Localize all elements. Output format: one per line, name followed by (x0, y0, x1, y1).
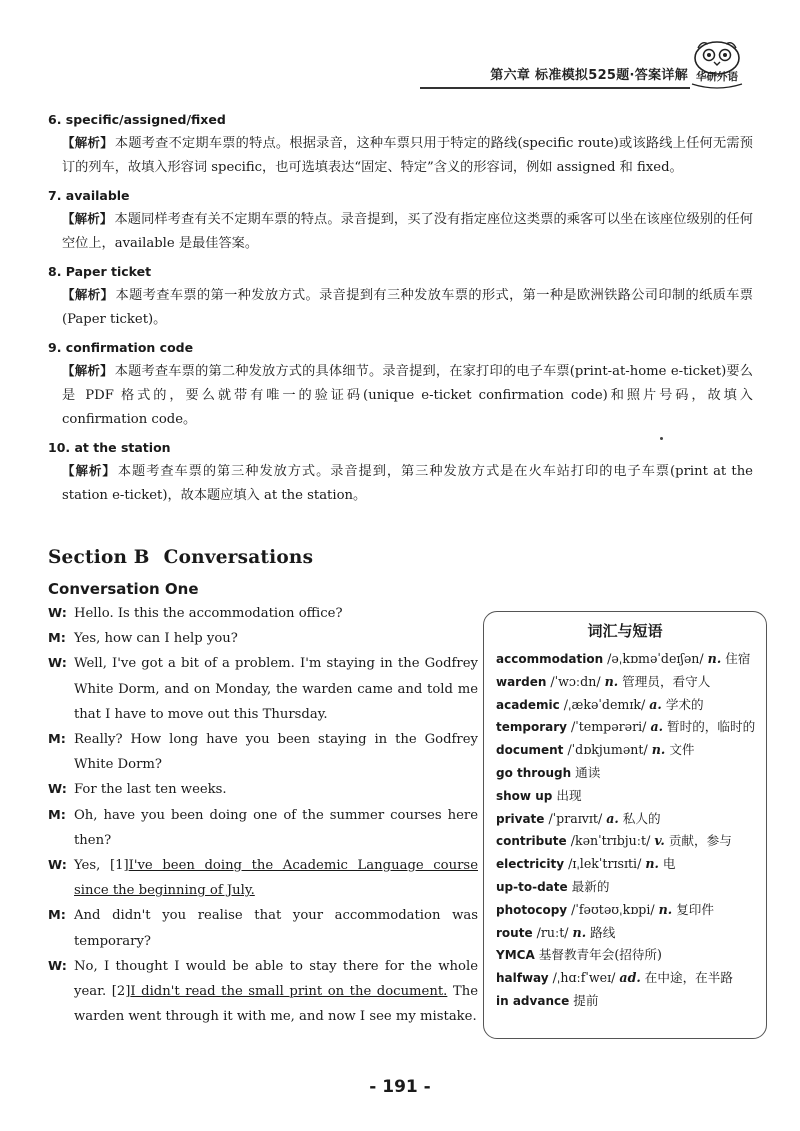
vocab-pos: n. (645, 856, 659, 872)
vocab-pos: n. (572, 924, 587, 940)
answer-item (48, 262, 753, 332)
answer-item (48, 438, 753, 508)
dialogue-turn (48, 601, 478, 626)
dialogue-turn (48, 651, 478, 727)
speaker-label: W: (48, 858, 67, 874)
vocab-meaning: 文件 (669, 742, 695, 758)
analysis-text: 本题考查车票的第一种发放方式。录音提到有三种发放车票的形式，第一种是欧洲铁路公司印制的纸质车票(Paper ticket)。 (62, 288, 753, 327)
vocab-pos: v. (654, 833, 665, 849)
running-header (420, 58, 692, 88)
speaker-label: W: (48, 606, 67, 621)
conversation-title: Conversation One (48, 580, 199, 598)
vocabulary-entry (496, 967, 762, 990)
vocabulary-entry (496, 830, 762, 853)
utterance (74, 626, 478, 651)
utterance-text: Really? How long have you been staying in the Godfrey White Dorm? (74, 732, 478, 773)
answer-analysis (62, 459, 753, 508)
vocab-pos: a. (606, 810, 619, 826)
dialogue-transcript (48, 601, 478, 1029)
vocab-phonetic: /ruːt/ (536, 924, 569, 940)
utterance-text: Yes, (74, 858, 110, 874)
dialogue-turn (48, 903, 478, 953)
vocab-word: academic (496, 697, 560, 712)
utterance (74, 903, 478, 953)
utterance (74, 651, 478, 727)
publisher-logo (686, 38, 748, 94)
answer-item (48, 338, 753, 432)
analysis-tag: 【解析】 (62, 287, 114, 302)
vocabulary-entry (496, 922, 762, 945)
analysis-text: 本题考查车票的第三种发放方式。录音提到，第三种发放方式是在火车站打印的电子车票(print at the station e-ticket)，故本题应填入 at the station。 (62, 464, 753, 503)
dialogue-turn (48, 727, 478, 777)
header-rule (420, 87, 690, 89)
answer-analysis (62, 207, 753, 256)
section-title: Conversations (163, 547, 314, 568)
vocab-phonetic: /ˈpraɪvɪt/ (548, 810, 603, 826)
vocabulary-entry (496, 785, 762, 808)
vocab-word: route (496, 925, 533, 940)
vocab-meaning: 通读 (575, 764, 601, 780)
utterance-text: Well, I've got a bit of a problem. I'm staying in the Godfrey White Dorm, and on Monday, the warden came and told me that I have to move out this Thursday. (74, 656, 478, 722)
vocab-phonetic: /ˌækəˈdemɪk/ (563, 696, 646, 712)
vocabulary-entry (496, 739, 762, 762)
vocabulary-entry (496, 899, 762, 922)
vocabulary-entry (496, 648, 762, 671)
vocab-word: document (496, 743, 564, 758)
vocab-word: go through (496, 765, 572, 780)
speaker-label: M: (48, 631, 66, 647)
speaker-label: M: (48, 732, 66, 748)
vocab-word: halfway (496, 971, 549, 986)
utterance (74, 727, 478, 777)
answer-explanations (48, 110, 753, 514)
print-speck (660, 437, 663, 440)
vocab-phonetic: /ˈtempərəri/ (570, 719, 647, 735)
vocab-word: show up (496, 788, 553, 803)
speaker-label: W: (48, 958, 67, 974)
utterance (74, 954, 478, 1030)
answer-marker: [2] (111, 984, 131, 1000)
vocab-pos: n. (651, 742, 666, 758)
vocab-pos: a. (649, 696, 662, 712)
vocab-word: electricity (496, 857, 565, 872)
underlined-answer: I've been doing the Academic Language course since the beginning of July. (74, 858, 478, 899)
vocab-phonetic: /ɪˌlekˈtrɪsɪti/ (568, 856, 642, 872)
vocab-phonetic: /ˌhɑːfˈweɪ/ (552, 970, 616, 986)
vocab-phonetic: /ˈfəʊtəʊˌkɒpi/ (571, 901, 655, 917)
section-label: Section B (48, 547, 150, 568)
vocab-word: accommodation (496, 652, 604, 666)
answer-marker: [1] (109, 858, 129, 874)
analysis-tag: 【解析】 (62, 463, 116, 478)
vocab-meaning: 路线 (590, 924, 616, 940)
vocab-meaning: 在中途，在半路 (644, 970, 733, 986)
vocabulary-entry (496, 671, 762, 694)
vocab-word: photocopy (496, 902, 568, 917)
answer-heading: 9. confirmation code (48, 340, 194, 355)
vocab-pos: n. (604, 673, 619, 689)
vocab-word: contribute (496, 834, 567, 849)
answer-heading: 10. at the station (48, 440, 171, 455)
vocabulary-entry (496, 716, 762, 739)
dialogue-turn (48, 853, 478, 903)
utterance-text: No, I thought I would be able to stay there for the whole year. (74, 958, 478, 1000)
answer-heading: 7. available (48, 188, 130, 203)
vocab-phonetic: /əˌkɒməˈdeɪʃən/ (607, 651, 704, 666)
utterance-text: And didn't you realise that your accommodation was temporary? (74, 908, 478, 949)
analysis-tag: 【解析】 (62, 363, 113, 378)
vocab-pos: n. (658, 901, 673, 917)
vocabulary-entry (496, 876, 762, 899)
vocab-meaning: 出现 (556, 787, 582, 803)
owl-logo-icon (686, 38, 748, 94)
utterance-text: Yes, how can I help you? (74, 631, 238, 647)
vocabulary-entry (496, 853, 762, 876)
vocab-meaning: 贡献，参与 (668, 833, 732, 849)
underlined-answer: I didn't read the small print on the document. (130, 984, 448, 1000)
vocab-phonetic: /ˈwɔːdn/ (550, 673, 601, 689)
speaker-label: M: (48, 807, 66, 823)
dialogue-turn (48, 777, 478, 802)
page-number: - 191 - (369, 1077, 431, 1097)
utterance-text: Oh, have you been doing one of the summer courses here then? (74, 807, 478, 848)
vocab-pos: n. (707, 651, 722, 666)
utterance (74, 803, 478, 853)
vocab-meaning: 电 (662, 856, 676, 872)
vocab-meaning: 复印件 (676, 901, 714, 917)
dialogue-turn (48, 803, 478, 853)
speaker-label: W: (48, 656, 67, 672)
vocab-word: YMCA (496, 948, 535, 963)
vocabulary-entry (496, 762, 762, 785)
utterance (74, 601, 478, 626)
answer-analysis (62, 283, 753, 332)
vocab-meaning: 提前 (573, 992, 599, 1008)
vocab-phonetic: /ˈdɒkjumənt/ (567, 742, 648, 758)
dialogue-turn (48, 626, 478, 651)
speaker-label: W: (48, 782, 67, 798)
answer-analysis (62, 131, 753, 180)
vocab-meaning: 住宿 (725, 651, 751, 666)
chapter-title: 第六章 标准模拟525题·答案详解 (490, 67, 688, 83)
analysis-text: 本题考查车票的第二种发放方式的具体细节。录音提到，在家打印的电子车票(print-at-home e-ticket)要么是 PDF 格式的，要么就带有唯一的验证码(unique e-ticket confirmation code)和照片号码，故填入 confirmation code。 (62, 364, 753, 427)
answer-analysis (62, 359, 753, 432)
vocab-word: up-to-date (496, 879, 568, 894)
vocab-word: in advance (496, 993, 570, 1008)
analysis-text: 本题考查不定期车票的特点。根据录音，这种车票只用于特定的路线(specific route)或该路线上任何无需预订的列车，故填入形容词 specific，也可选填表达“固定、特定”含义的形容词，例如 assigned 和 fixed。 (62, 136, 753, 175)
vocabulary-entry (496, 694, 762, 717)
answer-heading: 8. Paper ticket (48, 264, 152, 279)
analysis-tag: 【解析】 (62, 211, 113, 226)
utterance-text: The warden went through it with me, and now I see my mistake. (74, 984, 478, 1025)
vocab-meaning: 管理员，看守人 (622, 673, 711, 689)
analysis-text: 本题同样考查有关不定期车票的特点。录音提到，买了没有指定座位这类票的乘客可以坐在该座位级别的任何空位上，available 是最佳答案。 (62, 212, 753, 251)
analysis-tag: 【解析】 (62, 135, 113, 150)
vocab-meaning: 学术的 (665, 696, 704, 712)
dialogue-turn (48, 954, 478, 1030)
utterance-text: Hello. Is this the accommodation office? (74, 606, 343, 621)
vocab-word: private (496, 811, 545, 826)
vocab-phonetic: /kənˈtrɪbjuːt/ (570, 833, 651, 849)
section-heading (48, 547, 313, 568)
vocab-meaning: 暂时的，临时的 (667, 719, 756, 735)
vocabulary-list (496, 648, 762, 1013)
vocab-pos: ad. (619, 970, 641, 986)
vocabulary-entry (496, 990, 762, 1013)
vocab-word: temporary (496, 720, 567, 735)
vocabulary-box (483, 611, 767, 1039)
vocab-word: warden (496, 674, 547, 689)
vocabulary-entry (496, 808, 762, 831)
answer-item (48, 186, 753, 256)
vocabulary-title: 词汇与短语 (587, 622, 663, 640)
utterance-text: For the last ten weeks. (74, 782, 227, 798)
vocab-pos: a. (650, 719, 663, 735)
logo-text: 华研外语 (696, 71, 738, 83)
speaker-label: M: (48, 908, 66, 924)
answer-item (48, 110, 753, 180)
vocab-meaning: 私人的 (622, 810, 661, 826)
answer-heading: 6. specific/assigned/fixed (48, 112, 226, 127)
vocab-meaning: 基督教青年会(招待所) (538, 947, 662, 963)
vocab-meaning: 最新的 (571, 878, 610, 894)
utterance (74, 853, 478, 903)
utterance (74, 777, 478, 802)
vocabulary-entry (496, 944, 762, 967)
